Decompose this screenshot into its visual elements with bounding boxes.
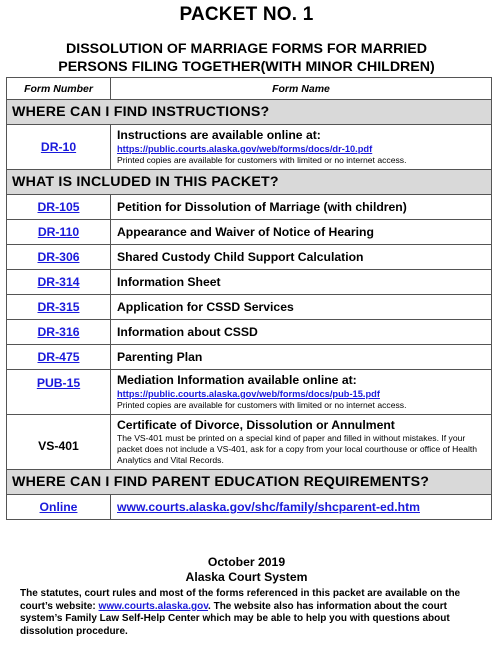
form-name-cell: Information about CSSD xyxy=(111,320,492,345)
form-name-cell xyxy=(111,415,492,470)
section-included-label: WHAT IS INCLUDED IN THIS PACKET? xyxy=(7,170,492,195)
table-header-row xyxy=(7,78,492,100)
section-instructions xyxy=(7,100,492,125)
form-number-vs-401: VS-401 xyxy=(7,415,111,470)
form-name-cell xyxy=(111,370,492,415)
subtitle-line-1: DISSOLUTION OF MARRIAGE FORMS FOR MARRIED xyxy=(66,41,427,57)
form-name-cell: Shared Custody Child Support Calculation xyxy=(111,245,492,270)
instructions-title: Instructions are available online at: xyxy=(117,128,321,142)
form-name-cell: Application for CSSD Services xyxy=(111,295,492,320)
table-row xyxy=(7,295,492,320)
form-link-dr-110[interactable]: DR-110 xyxy=(37,225,80,239)
parent-ed-row xyxy=(7,495,492,520)
footer-note-text-2: . The website also has information about the court system’s Family Law Self-Help Center which may be able to help you with questions about dissolution procedure. xyxy=(20,600,450,637)
vs401-row xyxy=(7,415,492,470)
form-name-cell: Information Sheet xyxy=(111,270,492,295)
section-instructions-label: WHERE CAN I FIND INSTRUCTIONS? xyxy=(7,100,492,125)
page-title: PACKET NO. 1 xyxy=(179,4,314,25)
vs401-note: The VS-401 must be printed on a special kind of paper and filled in without mistakes. If your packet does not include a VS-401, ask for a copy from your local courthouse or office of Health Analytics and Vital Records. xyxy=(117,433,478,465)
form-name-cell xyxy=(111,125,492,170)
footer-note xyxy=(20,588,482,638)
form-number-cell xyxy=(7,125,111,170)
form-link-dr-316[interactable]: DR-316 xyxy=(37,325,80,339)
form-number-cell xyxy=(7,495,111,520)
table-row xyxy=(7,245,492,270)
section-parent-education xyxy=(7,470,492,495)
section-parent-education-label: WHERE CAN I FIND PARENT EDUCATION REQUIREMENTS? xyxy=(7,470,492,495)
section-included xyxy=(7,170,492,195)
form-number-cell xyxy=(7,345,111,370)
form-link-dr-10[interactable]: DR-10 xyxy=(40,140,77,154)
instructions-note: Printed copies are available for customers with limited or no internet access. xyxy=(117,155,407,165)
vs401-title: Certificate of Divorce, Dissolution or Annulment xyxy=(117,418,395,432)
instructions-row xyxy=(7,125,492,170)
footer-note-text: The statutes, court rules and most of the forms referenced in this packet are available on the court’s website: xyxy=(20,588,461,612)
form-name-cell xyxy=(111,495,492,520)
form-number-cell xyxy=(7,245,111,270)
table-row xyxy=(7,320,492,345)
instructions-url-link[interactable]: https://public.courts.alaska.gov/web/forms/docs/dr-10.pdf xyxy=(117,144,373,154)
footer-date: October 2019 xyxy=(207,555,286,569)
form-number-cell xyxy=(7,270,111,295)
form-number-cell xyxy=(7,295,111,320)
mediation-title: Mediation Information available online at: xyxy=(117,373,357,387)
form-link-pub-15[interactable]: PUB-15 xyxy=(36,376,81,390)
form-link-dr-306[interactable]: DR-306 xyxy=(37,250,80,264)
form-link-dr-475[interactable]: DR-475 xyxy=(37,350,80,364)
subtitle-line-2: PERSONS FILING TOGETHER(WITH MINOR CHILDREN) xyxy=(58,59,435,75)
parent-ed-url-link[interactable]: www.courts.alaska.gov/shc/family/shcparent-ed.htm xyxy=(117,500,420,514)
form-number-cell xyxy=(7,370,111,415)
page-subtitle xyxy=(0,40,493,76)
form-number-cell xyxy=(7,195,111,220)
online-link[interactable]: Online xyxy=(39,500,78,514)
mediation-note: Printed copies are available for customers with limited or no internet access. xyxy=(117,400,407,410)
form-link-dr-315[interactable]: DR-315 xyxy=(37,300,80,314)
form-number-header: Form Number xyxy=(7,78,111,100)
footer-court: Alaska Court System xyxy=(185,570,308,584)
table-row xyxy=(7,195,492,220)
table-row xyxy=(7,220,492,245)
form-number-cell xyxy=(7,320,111,345)
mediation-url-link[interactable]: https://public.courts.alaska.gov/web/forms/docs/pub-15.pdf xyxy=(117,389,380,399)
form-name-cell: Appearance and Waiver of Notice of Hearing xyxy=(111,220,492,245)
footer-heading xyxy=(0,555,493,585)
form-name-cell: Parenting Plan xyxy=(111,345,492,370)
table-row xyxy=(7,345,492,370)
form-link-dr-105[interactable]: DR-105 xyxy=(37,200,80,214)
court-website-link[interactable]: www.courts.alaska.gov xyxy=(98,600,209,612)
form-number-cell xyxy=(7,220,111,245)
table-row xyxy=(7,270,492,295)
form-link-dr-314[interactable]: DR-314 xyxy=(37,275,80,289)
forms-table xyxy=(6,77,492,520)
form-name-header: Form Name xyxy=(111,78,492,100)
mediation-row xyxy=(7,370,492,415)
form-name-cell: Petition for Dissolution of Marriage (with children) xyxy=(111,195,492,220)
